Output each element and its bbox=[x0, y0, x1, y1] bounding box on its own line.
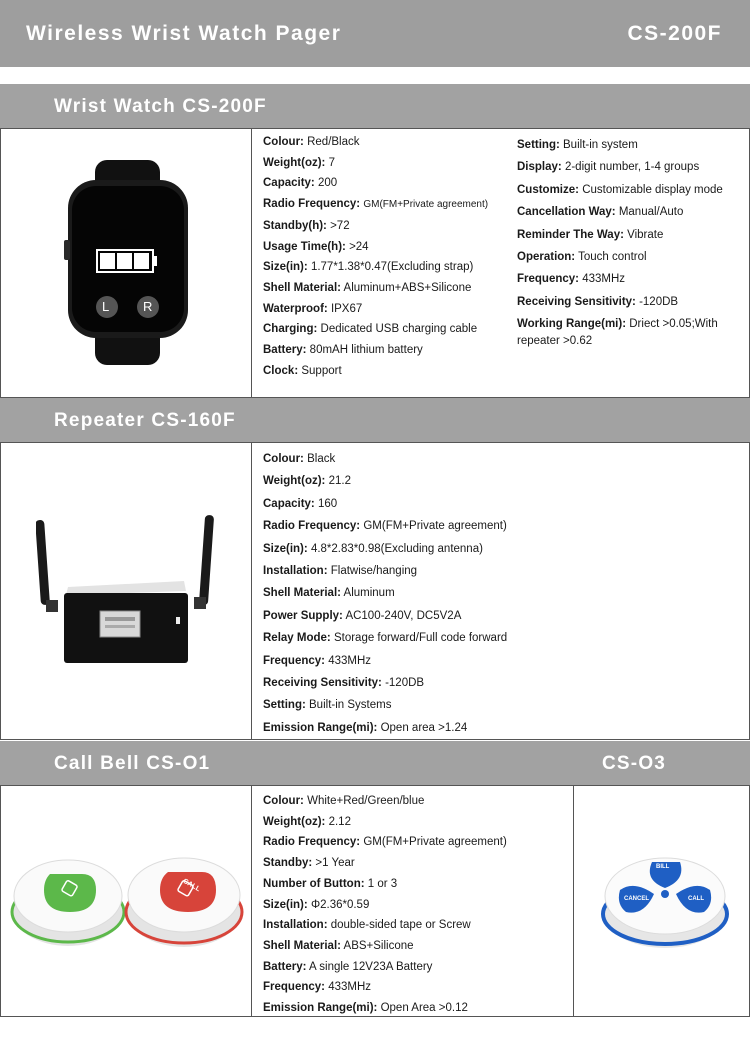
callbell-section-header bbox=[0, 741, 750, 785]
spec-row: Capacity: 160 bbox=[263, 497, 338, 510]
spec-row: Cancellation Way: Manual/Auto bbox=[517, 206, 684, 219]
repeater-specs bbox=[263, 448, 507, 739]
spec-row: Standby(h): >72 bbox=[263, 219, 350, 232]
spec-row: Clock: Support bbox=[263, 364, 342, 377]
repeater-image bbox=[36, 515, 216, 665]
spec-row: Emission Range(mi): Open Area >0.12 bbox=[263, 1002, 468, 1015]
cs03-call-label: CALL bbox=[688, 896, 704, 902]
banner-title: Wireless Wrist Watch Pager bbox=[26, 22, 342, 45]
repeater-section-title: Repeater CS-160F bbox=[54, 410, 236, 431]
spec-row: Relay Mode: Storage forward/Full code forward bbox=[263, 632, 508, 645]
spec-row: Shell Material: Aluminum bbox=[263, 587, 395, 600]
spec-row: Frequency: 433MHz bbox=[263, 981, 372, 994]
cs03-call-bell-image bbox=[600, 850, 730, 950]
repeater-section-header bbox=[0, 398, 750, 442]
spec-row: Weight(oz): 2.12 bbox=[263, 815, 351, 828]
repeater-divider bbox=[251, 442, 252, 740]
spec-row: Setting: Built-in system bbox=[517, 139, 638, 151]
spec-row: Number of Button: 1 or 3 bbox=[263, 877, 398, 890]
spec-row: Setting: Built-in Systems bbox=[263, 699, 392, 712]
watch-image bbox=[60, 160, 195, 365]
spec-row: Standby: >1 Year bbox=[263, 857, 355, 870]
spec-row: Installation: Flatwise/hanging bbox=[263, 565, 418, 578]
spec-row: Radio Frequency: GM(FM+Private agreement) bbox=[263, 520, 507, 533]
watch-section-title: Wrist Watch CS-200F bbox=[54, 96, 267, 117]
spec-row: Colour: Black bbox=[263, 453, 336, 465]
spec-row: Customize: Customizable display mode bbox=[517, 183, 723, 196]
spec-row: Weight(oz): 7 bbox=[263, 156, 335, 169]
spec-row: Size(in): 1.77*1.38*0.47(Excluding strap) bbox=[263, 261, 474, 274]
watch-specs-right bbox=[517, 134, 723, 350]
green-call-bell-image bbox=[10, 852, 126, 948]
spec-row: Power Supply: AC100-240V, DC5V2A bbox=[263, 609, 462, 622]
spec-row: Battery: A single 12V23A Battery bbox=[263, 960, 433, 973]
spec-row: Waterproof: IPX67 bbox=[263, 302, 363, 315]
spec-row: Size(in): Φ2.36*0.59 bbox=[263, 898, 370, 911]
red-call-bell-image bbox=[124, 850, 244, 948]
callbell-divider-left bbox=[251, 785, 252, 1017]
spec-row: Receiving Sensitivity: -120DB bbox=[263, 677, 425, 690]
callbell-divider-right bbox=[573, 785, 574, 1017]
red-bell-label: CALL bbox=[181, 877, 202, 894]
spec-row: Weight(oz): 21.2 bbox=[263, 475, 351, 488]
watch-button-r: R bbox=[143, 299, 153, 314]
cs03-cancel-label: CANCEL bbox=[624, 896, 649, 902]
spec-row-continued: repeater >0.62 bbox=[517, 335, 593, 348]
spec-row: Operation: Touch control bbox=[517, 251, 647, 264]
spec-row: Frequency: 433MHz bbox=[263, 654, 372, 667]
watch-button-l: L bbox=[102, 299, 110, 314]
spec-row: Colour: White+Red/Green/blue bbox=[263, 795, 425, 807]
spec-row: Colour: Red/Black bbox=[263, 136, 360, 148]
spec-row: Reminder The Way: Vibrate bbox=[517, 228, 664, 241]
spec-row: Usage Time(h): >24 bbox=[263, 240, 369, 253]
cs03-bill-label: BILL bbox=[656, 864, 670, 870]
spec-row: Frequency: 433MHz bbox=[517, 273, 626, 286]
spec-row: Installation: double-sided tape or Screw bbox=[263, 919, 471, 932]
spec-row: Emission Range(mi): Open area >1.24 bbox=[263, 721, 468, 734]
spec-row: Shell Material: ABS+Silicone bbox=[263, 939, 414, 952]
spec-row: Radio Frequency: GM(FM+Private agreement) bbox=[263, 198, 489, 211]
callbell-specs bbox=[263, 791, 507, 1019]
spec-row: Receiving Sensitivity: -120DB bbox=[517, 295, 679, 308]
banner-model: CS-200F bbox=[627, 22, 722, 45]
spec-row: Capacity: 200 bbox=[263, 177, 338, 190]
cs03-section-title: CS-O3 bbox=[602, 753, 667, 774]
spec-row: Shell Material: Aluminum+ABS+Silicone bbox=[263, 281, 472, 294]
spec-row: Radio Frequency: GM(FM+Private agreement) bbox=[263, 836, 507, 849]
spec-row: Working Range(mi): Driect >0.05;With bbox=[517, 318, 718, 331]
watch-divider bbox=[251, 128, 252, 398]
watch-section-header bbox=[0, 84, 750, 128]
top-banner bbox=[0, 0, 750, 67]
spec-row: Charging: Dedicated USB charging cable bbox=[263, 323, 478, 336]
watch-specs-left bbox=[263, 132, 488, 381]
spec-row: Battery: 80mAH lithium battery bbox=[263, 344, 423, 357]
callbell-section-title: Call Bell CS-O1 bbox=[54, 753, 211, 774]
spec-row: Display: 2-digit number, 1-4 groups bbox=[517, 161, 700, 174]
spec-row: Size(in): 4.8*2.83*0.98(Excluding antenna) bbox=[263, 542, 483, 555]
